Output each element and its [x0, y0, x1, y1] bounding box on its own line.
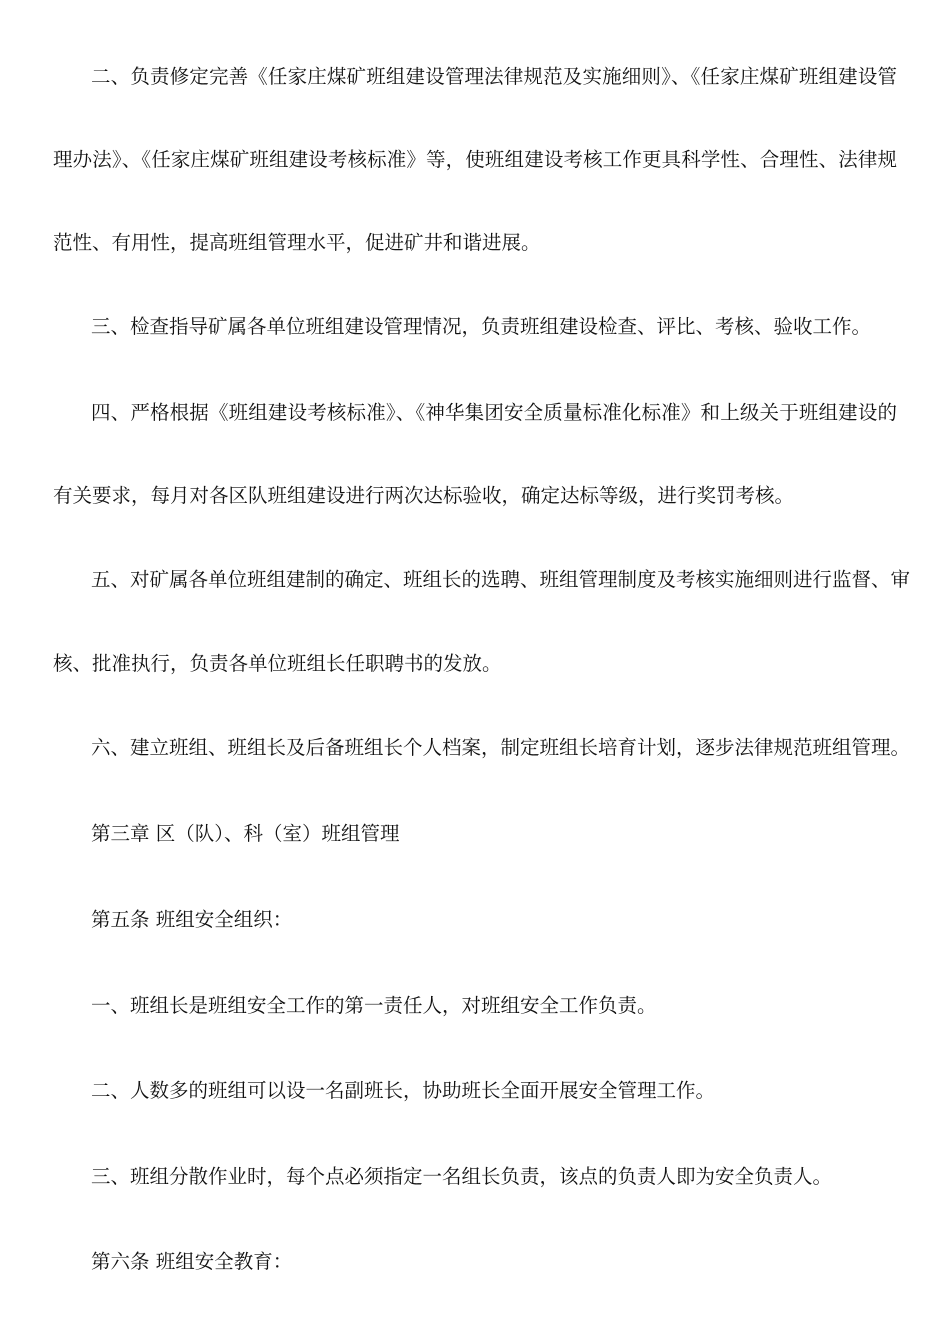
paragraph-2-line-2: 理办法》、《任家庄煤矿班组建设考核标准》等，使班组建设考核工作更具科学性、合理性、法律规 — [53, 148, 897, 171]
paragraph-2-line-1: 二、负责修定完善《任家庄煤矿班组建设管理法律规范及实施细则》、《任家庄煤矿班组建设管 — [91, 65, 897, 88]
article-5-item-1: 一、班组长是班组安全工作的第一责任人，对班组安全工作负责。 — [91, 994, 657, 1017]
paragraph-3: 三、检查指导矿属各单位班组建设管理情况，负责班组建设检查、评比、考核、验收工作。 — [91, 315, 872, 338]
paragraph-5-line-2: 核、批准执行，负责各单位班组长任职聘书的发放。 — [53, 652, 502, 675]
article-6-heading: 第六条 班组安全教育： — [91, 1250, 293, 1273]
article-5-item-2: 二、人数多的班组可以设一名副班长，协助班长全面开展安全管理工作。 — [91, 1079, 716, 1102]
article-5-heading: 第五条 班组安全组织： — [91, 908, 293, 931]
paragraph-5-line-1: 五、对矿属各单位班组建制的确定、班组长的选聘、班组管理制度及考核实施细则进行监督、审 — [91, 568, 911, 591]
paragraph-6: 六、建立班组、班组长及后备班组长个人档案，制定班组长培育计划，逐步法律规范班组管理。 — [91, 736, 911, 759]
article-5-item-3: 三、班组分散作业时，每个点必须指定一名组长负责，该点的负责人即为安全负责人。 — [91, 1165, 833, 1188]
paragraph-2-line-3: 范性、有用性，提高班组管理水平，促进矿井和谐进展。 — [53, 231, 541, 254]
paragraph-4-line-1: 四、严格根据《班组建设考核标准》、《神华集团安全质量标准化标准》和上级关于班组建设的 — [91, 401, 897, 424]
chapter-heading: 第三章 区（队）、科（室）班组管理 — [91, 822, 400, 845]
paragraph-4-line-2: 有关要求，每月对各区队班组建设进行两次达标验收，确定达标等级，进行奖罚考核。 — [53, 484, 795, 507]
